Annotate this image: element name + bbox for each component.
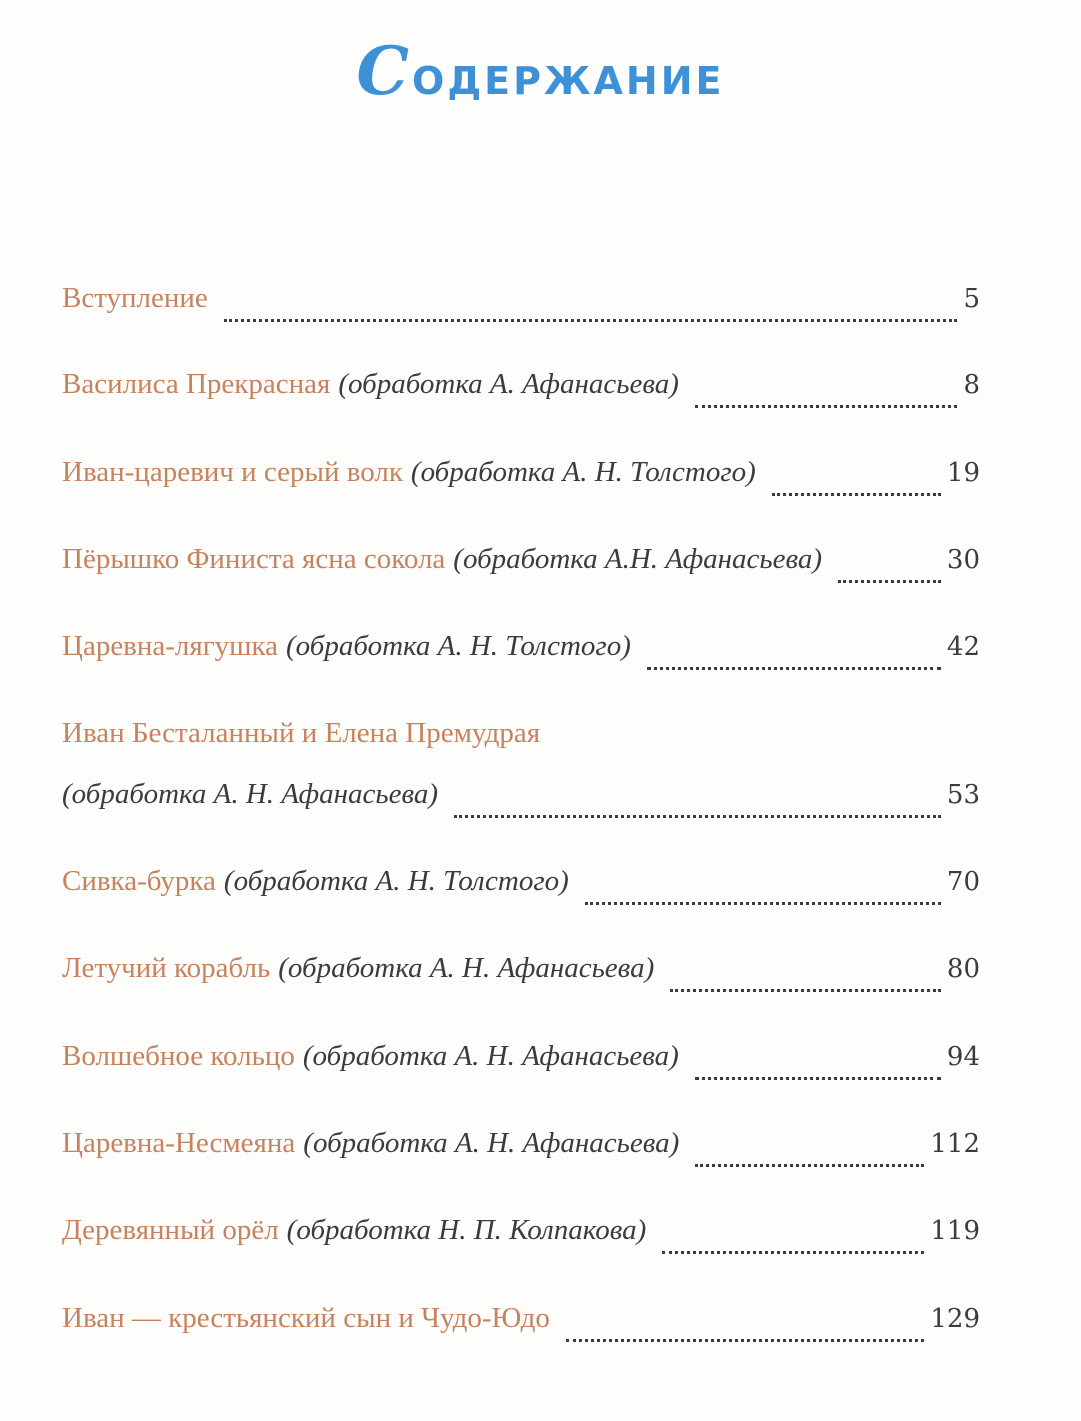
story-author: (обработка А. Н. Толстого)	[410, 456, 756, 488]
dot-leader	[647, 667, 941, 670]
toc-entry[interactable]	[62, 543, 980, 593]
story-title: Иван-царевич и серый волк	[62, 456, 403, 488]
story-author: (обработка А. Н. Афанасьева)	[302, 1040, 679, 1072]
toc-entry[interactable]	[62, 1214, 980, 1264]
story-title: Иван Бесталанный и Елена Премудрая	[62, 717, 541, 749]
toc-entry[interactable]	[62, 1127, 980, 1177]
story-author: (обработка А. Афанасьева)	[338, 368, 679, 400]
toc-entry[interactable]	[62, 1302, 980, 1352]
dot-leader	[662, 1251, 924, 1254]
title-rest: одержание	[412, 44, 725, 107]
toc-entry[interactable]	[62, 865, 980, 915]
story-title: Царевна-Несмеяна	[62, 1127, 296, 1159]
toc-entry[interactable]	[62, 282, 980, 332]
story-title: Царевна-лягушка	[62, 630, 278, 662]
title-initial: С	[356, 32, 413, 110]
story-title: Сивка-бурка	[62, 865, 216, 897]
page-number: 19	[946, 458, 980, 488]
story-author: (обработка А. Н. Толстого)	[286, 630, 631, 662]
dot-leader	[566, 1339, 924, 1342]
story-title: Летучий корабль	[62, 952, 271, 984]
dot-leader	[454, 815, 941, 818]
toc-entry-author-line[interactable]	[62, 778, 980, 828]
page-number: 80	[946, 954, 980, 984]
page-number: 94	[946, 1042, 980, 1072]
story-author: (обработка А. Н. Афанасьева)	[303, 1127, 680, 1159]
page-title	[0, 32, 1081, 110]
page-number: 5	[963, 284, 980, 314]
dot-leader	[838, 580, 941, 583]
dot-leader	[224, 319, 958, 322]
dot-leader	[695, 405, 958, 408]
story-title: Вступление	[62, 282, 208, 314]
dot-leader	[585, 902, 941, 905]
story-author: (обработка А. Н. Толстого)	[223, 865, 569, 897]
dot-leader	[695, 1077, 941, 1080]
story-title: Иван — крестьянский сын и Чудо-Юдо	[62, 1302, 550, 1334]
page-number: 119	[930, 1216, 980, 1246]
toc-entry[interactable]	[62, 456, 980, 506]
page-number: 70	[946, 867, 980, 897]
story-author: (обработка Н. П. Колпакова)	[286, 1214, 647, 1246]
toc-entry-title-line[interactable]	[62, 717, 980, 757]
story-title: Пёрышко Финиста ясна сокола	[62, 543, 446, 575]
page-number: 8	[963, 370, 980, 400]
page-number: 112	[930, 1129, 980, 1159]
dot-leader	[670, 989, 941, 992]
story-title: Деревянный орёл	[62, 1214, 279, 1246]
dot-leader	[695, 1164, 924, 1167]
story-author: (обработка А.Н. Афанасьева)	[453, 543, 823, 575]
toc-entry[interactable]	[62, 952, 980, 1002]
dot-leader	[772, 493, 941, 496]
page-number: 53	[946, 780, 980, 810]
story-title: Василиса Прекрасная	[62, 368, 331, 400]
page-number: 30	[946, 545, 980, 575]
toc-entry[interactable]	[62, 1040, 980, 1090]
story-author: (обработка А. Н. Афанасьева)	[62, 778, 438, 810]
toc-entry[interactable]	[62, 368, 980, 418]
page-number: 42	[946, 632, 980, 662]
page-number: 129	[930, 1304, 980, 1334]
story-author: (обработка А. Н. Афанасьева)	[278, 952, 655, 984]
story-title: Волшебное кольцо	[62, 1040, 295, 1072]
toc-entry[interactable]	[62, 630, 980, 680]
